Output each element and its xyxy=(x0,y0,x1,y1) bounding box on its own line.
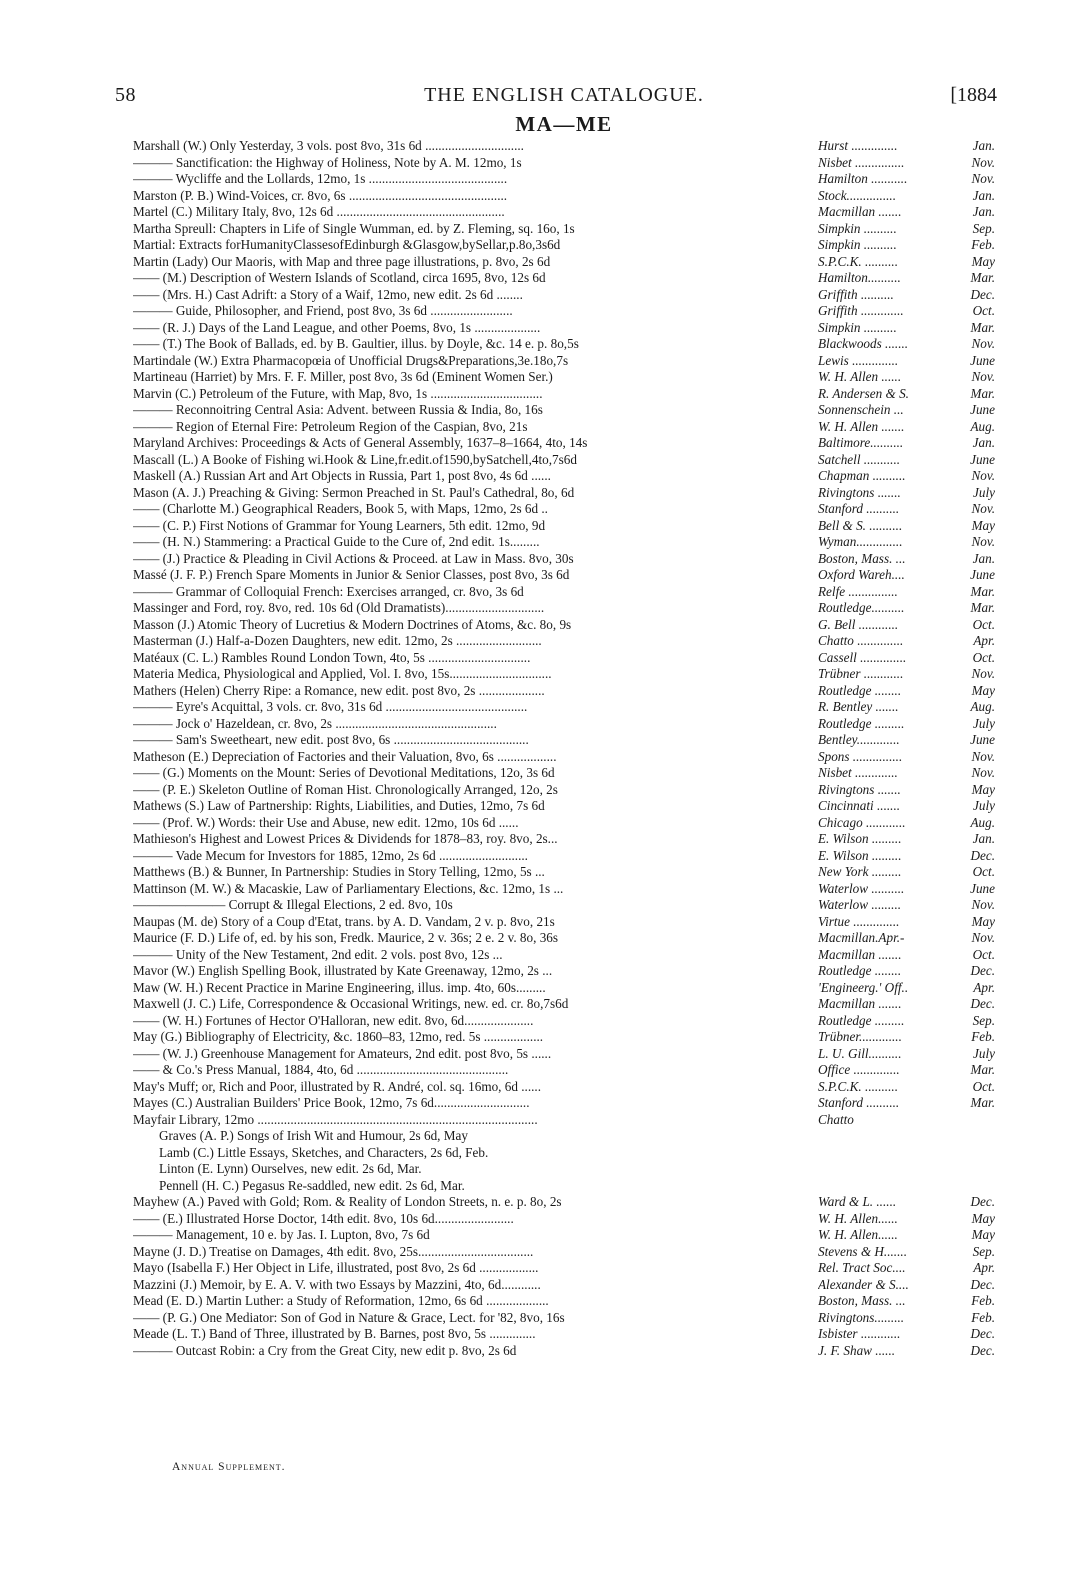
catalogue-entry xyxy=(133,435,995,452)
entry-publisher: Macmillan ....... xyxy=(818,996,902,1011)
entry-date: Dec. xyxy=(970,1276,995,1292)
catalogue-entry xyxy=(133,369,995,386)
catalogue-entry xyxy=(133,353,995,370)
entry-publisher: S.P.C.K. .......... xyxy=(818,1078,898,1094)
entry-description: Maw (W. H.) Recent Practice in Marine Engineering, illus. imp. 4to, 60s......... xyxy=(133,979,546,995)
entry-publisher: Hamilton.......... xyxy=(818,270,901,285)
entry-publisher: Hamilton ........... xyxy=(818,171,908,186)
entry-description: —— (C. P.) First Notions of Grammar for Young Learners, 5th edit. 12mo, 9d xyxy=(133,517,546,533)
entry-description: Martha Spreull: Chapters in Life of Single Wumman, ed. by Z. Fleming, sq. 16o, 1s xyxy=(133,220,575,236)
entry-date: Nov. xyxy=(971,666,995,681)
entry-publisher: Macmillan ....... xyxy=(818,204,902,219)
entry-date: Feb. xyxy=(971,237,995,252)
entry-description: ——————— Corrupt & Illegal Elections, 2 ed. 8vo, 10s xyxy=(133,897,453,912)
entry-date: May xyxy=(971,682,995,698)
entry-publisher: Office .............. xyxy=(818,1062,900,1077)
entry-publisher: Waterlow .......... xyxy=(818,880,905,896)
entry-publisher: Alexander & S.... xyxy=(818,1276,909,1292)
entry-description: Mattinson (M. W.) & Macaskie, Law of Parliamentary Elections, &c. 12mo, 1s ... xyxy=(133,880,564,896)
entry-description: Mathers (Helen) Cherry Ripe: a Romance, new edit. post 8vo, 2s .................... xyxy=(133,682,545,698)
entry-date: Nov. xyxy=(971,897,995,912)
entry-description: Maxwell (J. C.) Life, Correspondence & Occasional Writings, new. ed. cr. 8o,7s6d xyxy=(133,996,569,1011)
entry-description: —— (Mrs. H.) Cast Adrift: a Story of a Waif, 12mo, new edit. 2s 6d ........ xyxy=(133,286,523,302)
entry-date: May xyxy=(971,253,995,269)
catalogue-entry xyxy=(133,567,995,584)
entry-date: Nov. xyxy=(971,534,995,549)
entry-publisher: Cassell .............. xyxy=(818,649,907,665)
catalogue-entry xyxy=(133,881,995,898)
entry-publisher: Sonnenschein ... xyxy=(818,402,904,417)
entry-publisher: Routledge ......... xyxy=(818,1012,905,1028)
entry-publisher: S.P.C.K. .......... xyxy=(818,253,898,269)
entry-description: Massinger and Ford, roy. 8vo, red. 10s 6d (Old Dramatists).............................. xyxy=(133,600,545,615)
entry-publisher: G. Bell ............ xyxy=(818,616,899,632)
catalogue-entry xyxy=(133,996,995,1013)
entry-description: Maryland Archives: Proceedings & Acts of General Assembly, 1637–8–1664, 4to, 14s xyxy=(133,435,588,450)
catalogue-entry xyxy=(133,1326,995,1343)
catalogue-entry xyxy=(133,617,995,634)
entry-publisher: R. Andersen & S. xyxy=(818,385,909,401)
catalogue-entry xyxy=(133,254,995,271)
catalogue-entry xyxy=(133,1046,995,1063)
entry-date: Nov. xyxy=(971,468,995,483)
entry-date: Apr. xyxy=(973,979,995,995)
entry-publisher: Simpkin .......... xyxy=(818,220,897,236)
entry-description: —— (P. E.) Skeleton Outline of Roman Hist. Chronologically Arranged, 12o, 2s xyxy=(133,781,558,797)
entry-list xyxy=(133,138,995,1359)
entry-description: Mayfair Library, 12mo ..................................................................................... xyxy=(133,1111,538,1127)
entry-description: Mathieson's Highest and Lowest Prices & Dividends for 1878–83, roy. 8vo, 2s... xyxy=(133,831,558,846)
entry-publisher: Satchell ........... xyxy=(818,451,901,467)
entry-description: Pennell (H. C.) Pegasus Re-saddled, new edit. 2s 6d, Mar. xyxy=(159,1177,465,1193)
entry-publisher: Stock............... xyxy=(818,187,897,203)
entry-date: Jan. xyxy=(972,187,995,203)
entry-publisher: W. H. Allen...... xyxy=(818,1210,898,1226)
entry-date: Oct. xyxy=(972,946,995,962)
entry-publisher: Simpkin .......... xyxy=(818,237,897,252)
entry-description: Martineau (Harriet) by Mrs. F. F. Miller, post 8vo, 3s 6d (Eminent Women Ser.) xyxy=(133,369,553,384)
entry-date: Jan. xyxy=(972,138,995,153)
entry-description: —— (E.) Illustrated Horse Doctor, 14th edit. 8vo, 10s 6d........................ xyxy=(133,1210,514,1226)
entry-date: Mar. xyxy=(970,270,995,285)
entry-date: Nov. xyxy=(971,171,995,186)
entry-description: ——— Sam's Sweetheart, new edit. post 8vo, 6s ......................................... xyxy=(133,732,529,747)
catalogue-entry xyxy=(133,1112,995,1129)
entry-description: —— (R. J.) Days of the Land League, and other Poems, 8vo, 1s .................... xyxy=(133,319,541,335)
entry-date: Jan. xyxy=(972,435,995,450)
entry-date: Aug. xyxy=(970,418,995,434)
catalogue-entry xyxy=(133,864,995,881)
entry-date: Dec. xyxy=(970,996,995,1011)
entry-description: —— (G.) Moments on the Mount: Series of Devotional Meditations, 12o, 3s 6d xyxy=(133,765,555,780)
catalogue-entry xyxy=(133,831,995,848)
catalogue-entry xyxy=(133,584,995,601)
catalogue-entry xyxy=(133,699,995,716)
entry-publisher: Ward & L. ...... xyxy=(818,1194,897,1209)
catalogue-entry xyxy=(133,237,995,254)
catalogue-entry xyxy=(133,798,995,815)
entry-date: Oct. xyxy=(972,864,995,879)
catalogue-entry xyxy=(133,633,995,650)
entry-date: July xyxy=(973,1045,995,1061)
entry-date: June xyxy=(970,880,995,896)
entry-description: ——— Wycliffe and the Lollards, 12mo, 1s .......................................... xyxy=(133,171,508,186)
entry-publisher: Lewis .............. xyxy=(818,352,899,368)
catalogue-page xyxy=(115,82,997,1359)
entry-description: —— (Prof. W.) Words: their Use and Abuse, new edit. 12mo, 10s 6d ...... xyxy=(133,814,519,830)
catalogue-entry xyxy=(133,1178,995,1195)
entry-date: May xyxy=(971,913,995,929)
entry-description: Masson (J.) Atomic Theory of Lucretius & Modern Doctrines of Atoms, &c. 8o, 9s xyxy=(133,616,572,632)
entry-description: ——— Eyre's Acquittal, 3 vols. cr. 8vo, 31s 6d ........................................... xyxy=(133,699,528,714)
entry-description: Matthews (B.) & Bunner, In Partnership: Studies in Story Telling, 12mo, 5s ... xyxy=(133,864,545,879)
entry-description: Marvin (C.) Petroleum of the Future, with Map, 8vo, 1s .................................. xyxy=(133,385,543,401)
catalogue-entry xyxy=(133,287,995,304)
entry-publisher: Simpkin .......... xyxy=(818,319,897,335)
entry-date: June xyxy=(970,732,995,747)
entry-date: Nov. xyxy=(971,765,995,780)
entry-description: Masterman (J.) Half-a-Dozen Daughters, new edit. 12mo, 2s .......................... xyxy=(133,633,542,648)
entry-description: ——— Jock o' Hazeldean, cr. 8vo, 2s ................................................. xyxy=(133,715,497,731)
entry-publisher: W. H. Allen ...... xyxy=(818,369,902,384)
catalogue-entry xyxy=(133,1128,995,1145)
catalogue-entry xyxy=(133,980,995,997)
catalogue-entry xyxy=(133,534,995,551)
entry-description: Graves (A. P.) Songs of Irish Wit and Humour, 2s 6d, May xyxy=(159,1128,468,1143)
entry-publisher: Chapman .......... xyxy=(818,468,906,483)
entry-date: Nov. xyxy=(971,501,995,516)
entry-date: Nov. xyxy=(971,336,995,351)
entry-date: Dec. xyxy=(970,1194,995,1209)
entry-date: Mar. xyxy=(970,385,995,401)
entry-description: Martindale (W.) Extra Pharmacopœia of Unofficial Drugs&Preparations,3e.18o,7s xyxy=(133,352,569,368)
entry-description: ——— Grammar of Colloquial French: Exercises arranged, cr. 8vo, 3s 6d xyxy=(133,583,524,599)
entry-description: Marshall (W.) Only Yesterday, 3 vols. post 8vo, 31s 6d .............................. xyxy=(133,138,524,153)
catalogue-entry xyxy=(133,270,995,287)
catalogue-entry xyxy=(133,732,995,749)
catalogue-entry xyxy=(133,303,995,320)
entry-date: Mar. xyxy=(970,1062,995,1077)
entry-description: Massé (J. F. P.) French Spare Moments in Junior & Senior Classes, post 8vo, 3s 6d xyxy=(133,567,570,582)
entry-description: —— (M.) Description of Western Islands of Scotland, circa 1695, 8vo, 12s 6d xyxy=(133,270,546,285)
catalogue-entry xyxy=(133,468,995,485)
entry-date: Jan. xyxy=(972,204,995,219)
entry-description: Martin (Lady) Our Maoris, with Map and three page illustrations, p. 8vo, 2s 6d xyxy=(133,253,551,269)
entry-description: Linton (E. Lynn) Ourselves, new edit. 2s 6d, Mar. xyxy=(159,1161,422,1176)
catalogue-entry xyxy=(133,1277,995,1294)
entry-description: Mascall (L.) A Booke of Fishing wi.Hook & Line,fr.edit.of1590,bySatchell,4to,7s6d xyxy=(133,451,577,467)
entry-description: Mavor (W.) English Spelling Book, illustrated by Kate Greenaway, 12mo, 2s ... xyxy=(133,963,553,978)
entry-description: ——— Guide, Philosopher, and Friend, post 8vo, 3s 6d ......................... xyxy=(133,303,513,318)
entry-description: Mathews (S.) Law of Partnership: Rights, Liabilities, and Duties, 12mo, 7s 6d xyxy=(133,798,545,813)
entry-description: —— (P. G.) One Mediator: Son of God in Nature & Grace, Lect. for '82, 8vo, 16s xyxy=(133,1309,565,1325)
entry-date: Oct. xyxy=(972,1078,995,1094)
entry-publisher: Bentley............. xyxy=(818,732,900,747)
entry-date: Aug. xyxy=(970,699,995,714)
entry-date: Feb. xyxy=(971,1029,995,1044)
entry-date: Nov. xyxy=(971,154,995,170)
catalogue-entry xyxy=(133,765,995,782)
entry-description: Matéaux (C. L.) Rambles Round London Town, 4to, 5s ............................... xyxy=(133,649,531,665)
entry-date: June xyxy=(970,567,995,582)
entry-publisher: Trübner............. xyxy=(818,1029,902,1044)
entry-description: Maurice (F. D.) Life of, ed. by his son, Fredk. Maurice, 2 v. 36s; 2 e. 2 v. 8o, 36s xyxy=(133,930,559,945)
entry-date: Dec. xyxy=(970,1326,995,1341)
entry-publisher: Chatto .............. xyxy=(818,633,904,648)
entry-date: Jan. xyxy=(972,550,995,566)
entry-description: —— (T.) The Book of Ballads, ed. by B. Gaultier, illus. by Doyle, &c. 14 e. p. 8o,5s xyxy=(133,336,579,351)
entry-date: Dec. xyxy=(970,286,995,302)
entry-description: May (G.) Bibliography of Electricity, &c. 1860–83, 12mo, red. 5s .................. xyxy=(133,1029,544,1044)
entry-date: Sep. xyxy=(972,1012,995,1028)
catalogue-entry xyxy=(133,204,995,221)
entry-publisher: Stanford .......... xyxy=(818,501,900,516)
entry-publisher: Routledge ......... xyxy=(818,715,905,731)
catalogue-entry xyxy=(133,485,995,502)
entry-publisher: Nisbet ............... xyxy=(818,154,905,170)
entry-description: Mayes (C.) Australian Builders' Price Book, 12mo, 7s 6d............................. xyxy=(133,1095,530,1110)
entry-publisher: Rivingtons......... xyxy=(818,1309,905,1325)
entry-description: —— (W. H.) Fortunes of Hector O'Halloran, new edit. 8vo, 6d..................... xyxy=(133,1012,534,1028)
entry-date: Nov. xyxy=(971,369,995,384)
entry-publisher: J. F. Shaw ...... xyxy=(818,1342,896,1358)
entry-publisher: Cincinnati ....... xyxy=(818,798,901,813)
entry-publisher: Trübner ............ xyxy=(818,666,904,681)
entry-description: Mayhew (A.) Paved with Gold; Rom. & Reality of London Streets, n. e. p. 8o, 2s xyxy=(133,1194,562,1209)
entry-publisher: 'Engineerg.' Off.. xyxy=(818,979,909,995)
entry-date: June xyxy=(970,402,995,417)
catalogue-entry xyxy=(133,336,995,353)
entry-description: Mayne (J. D.) Treatise on Damages, 4th edit. 8vo, 25s................................... xyxy=(133,1243,534,1259)
entry-date: Mar. xyxy=(970,1095,995,1110)
entry-description: ——— Management, 10 e. by Jas. I. Lupton, 8vo, 7s 6d xyxy=(133,1227,430,1242)
entry-date: Mar. xyxy=(970,319,995,335)
entry-publisher: Griffith .......... xyxy=(818,286,894,302)
entry-description: —— (Charlotte M.) Geographical Readers, Book 5, with Maps, 12mo, 2s 6d .. xyxy=(133,501,548,516)
catalogue-entry xyxy=(133,1211,995,1228)
entry-publisher: Griffith ............. xyxy=(818,303,904,318)
catalogue-entry xyxy=(133,1310,995,1327)
entry-date: Oct. xyxy=(972,616,995,632)
entry-description: Martel (C.) Military Italy, 8vo, 12s 6d ................................................... xyxy=(133,204,505,219)
running-title: THE ENGLISH CATALOGUE. xyxy=(424,84,704,106)
entry-publisher: Waterlow ......... xyxy=(818,897,902,912)
catalogue-entry xyxy=(133,171,995,188)
catalogue-entry xyxy=(133,666,995,683)
entry-date: Nov. xyxy=(971,748,995,764)
entry-publisher: W. H. Allen...... xyxy=(818,1227,898,1242)
catalogue-entry xyxy=(133,1145,995,1162)
entry-date: Mar. xyxy=(970,583,995,599)
catalogue-entry xyxy=(133,815,995,832)
catalogue-entry xyxy=(133,1095,995,1112)
entry-description: ——— Region of Eternal Fire: Petroleum Region of the Caspian, 8vo, 21s xyxy=(133,418,528,434)
catalogue-entry xyxy=(133,386,995,403)
catalogue-entry xyxy=(133,138,995,155)
entry-publisher: Rel. Tract Soc.... xyxy=(818,1260,906,1275)
entry-description: Mazzini (J.) Memoir, by E. A. V. with two Essays by Mazzini, 4to, 6d............ xyxy=(133,1276,541,1292)
catalogue-entry xyxy=(133,1293,995,1310)
entry-publisher: E. Wilson ......... xyxy=(818,847,902,863)
entry-description: Materia Medica, Physiological and Applied, Vol. I. 8vo, 15s............................... xyxy=(133,666,552,681)
entry-description: May's Muff; or, Rich and Poor, illustrated by R. André, col. sq. 16mo, 6d ...... xyxy=(133,1078,542,1094)
entry-description: ——— Sanctification: the Highway of Holiness, Note by A. M. 12mo, 1s xyxy=(133,154,522,170)
entry-publisher: Routledge.......... xyxy=(818,600,905,615)
entry-date: May xyxy=(971,1227,995,1242)
entry-publisher: Boston, Mass. ... xyxy=(818,1293,906,1308)
entry-date: May xyxy=(971,1210,995,1226)
entry-publisher: Macmillan.Apr.- xyxy=(818,930,905,945)
catalogue-entry xyxy=(133,782,995,799)
entry-date: July xyxy=(973,715,995,731)
entry-publisher: Baltimore.......... xyxy=(818,435,904,450)
catalogue-entry xyxy=(133,155,995,172)
entry-date: Jan. xyxy=(972,831,995,846)
catalogue-entry xyxy=(133,1244,995,1261)
catalogue-entry xyxy=(133,221,995,238)
entry-publisher: Relfe ............... xyxy=(818,583,898,599)
catalogue-entry xyxy=(133,897,995,914)
catalogue-entry xyxy=(133,716,995,733)
entry-description: Mayo (Isabella F.) Her Object in Life, illustrated, post 8vo, 2s 6d .................. xyxy=(133,1260,539,1275)
catalogue-entry xyxy=(133,749,995,766)
entry-description: ——— Reconnoitring Central Asia: Advent. between Russia & India, 8o, 16s xyxy=(133,402,543,417)
entry-description: —— (J.) Practice & Pleading in Civil Actions & Proceed. at Law in Mass. 8vo, 30s xyxy=(133,550,574,566)
entry-publisher: Routledge ........ xyxy=(818,682,902,698)
entry-date: Aug. xyxy=(970,814,995,830)
entry-publisher: Boston, Mass. ... xyxy=(818,550,906,566)
entry-date: July xyxy=(973,484,995,500)
entry-publisher: Stevens & H....... xyxy=(818,1243,907,1259)
entry-publisher: Spons ............... xyxy=(818,748,903,764)
entry-description: ——— Vade Mecum for Investors for 1885, 12mo, 2s 6d ........................... xyxy=(133,847,528,863)
entry-publisher: Virtue .............. xyxy=(818,913,900,929)
entry-date: Dec. xyxy=(970,1342,995,1358)
entry-description: Martial: Extracts forHumanityClassesofEdinburgh &Glasgow,bySellar,p.8o,3s6d xyxy=(133,237,561,252)
catalogue-entry xyxy=(133,518,995,535)
entry-description: ——— Unity of the New Testament, 2nd edit. 2 vols. post 8vo, 12s ... xyxy=(133,946,503,962)
entry-publisher: E. Wilson ......... xyxy=(818,831,902,846)
entry-description: —— (W. J.) Greenhouse Management for Amateurs, 2nd edit. post 8vo, 5s ...... xyxy=(133,1045,552,1061)
entry-date: Feb. xyxy=(971,1293,995,1308)
entry-publisher: Nisbet ............. xyxy=(818,765,898,780)
entry-date: Sep. xyxy=(972,1243,995,1259)
entry-date: July xyxy=(973,798,995,813)
entry-description: Matheson (E.) Depreciation of Factories and their Valuation, 8vo, 6s .................. xyxy=(133,748,557,764)
entry-date: June xyxy=(970,352,995,368)
entry-date: Mar. xyxy=(970,600,995,615)
entry-publisher: R. Bentley ....... xyxy=(818,699,899,714)
entry-date: June xyxy=(970,451,995,467)
entry-publisher: W. H. Allen ....... xyxy=(818,418,905,434)
entry-publisher: Rivingtons ....... xyxy=(818,484,901,500)
catalogue-entry xyxy=(133,1227,995,1244)
entry-date: Dec. xyxy=(970,847,995,863)
catalogue-entry xyxy=(133,1062,995,1079)
entry-publisher: Chicago ............ xyxy=(818,814,906,830)
catalogue-entry xyxy=(133,452,995,469)
catalogue-entry xyxy=(133,848,995,865)
entry-publisher: Bell & S. .......... xyxy=(818,517,903,533)
catalogue-entry xyxy=(133,947,995,964)
entry-date: Apr. xyxy=(973,633,995,648)
catalogue-entry xyxy=(133,1029,995,1046)
entry-date: Nov. xyxy=(971,930,995,945)
entry-description: Maskell (A.) Russian Art and Art Objects in Russia, Part 1, post 8vo, 4s 6d ...... xyxy=(133,468,551,483)
catalogue-entry xyxy=(133,683,995,700)
entry-publisher: New York ......... xyxy=(818,864,902,879)
entry-publisher: Hurst .............. xyxy=(818,138,898,153)
catalogue-entry xyxy=(133,650,995,667)
entry-date: Oct. xyxy=(972,649,995,665)
catalogue-entry xyxy=(133,930,995,947)
catalogue-entry xyxy=(133,1013,995,1030)
entry-date: Oct. xyxy=(972,303,995,318)
entry-date: Sep. xyxy=(972,220,995,236)
entry-date: May xyxy=(971,781,995,797)
entry-publisher: Routledge ........ xyxy=(818,963,902,978)
catalogue-entry xyxy=(133,188,995,205)
entry-description: Meade (L. T.) Band of Three, illustrated by B. Barnes, post 8vo, 5s .............. xyxy=(133,1326,536,1341)
entry-publisher: Chatto xyxy=(818,1111,854,1127)
catalogue-entry xyxy=(133,1343,995,1360)
entry-date: Apr. xyxy=(973,1260,995,1275)
catalogue-entry xyxy=(133,914,995,931)
entry-publisher: Oxford Wareh.... xyxy=(818,567,905,582)
catalogue-entry xyxy=(133,1161,995,1178)
section-title: MA—ME xyxy=(515,112,613,136)
catalogue-entry xyxy=(133,963,995,980)
page-number: 58 xyxy=(115,84,136,106)
entry-publisher: Macmillan ....... xyxy=(818,946,902,962)
catalogue-entry xyxy=(133,501,995,518)
catalogue-entry xyxy=(133,419,995,436)
page-header xyxy=(115,82,997,112)
entry-date: Feb. xyxy=(971,1309,995,1325)
entry-publisher: Rivingtons ....... xyxy=(818,781,901,797)
catalogue-entry xyxy=(133,320,995,337)
catalogue-entry xyxy=(133,600,995,617)
entry-description: Marston (P. B.) Wind-Voices, cr. 8vo, 6s ................................................ xyxy=(133,187,508,203)
footer-signature: Annual Supplement. xyxy=(172,1461,286,1473)
entry-description: Mead (E. D.) Martin Luther: a Study of Reformation, 12mo, 6s 6d ................... xyxy=(133,1293,549,1308)
year-marker: [1884 xyxy=(950,84,997,106)
entry-description: ——— Outcast Robin: a Cry from the Great City, new edit p. 8vo, 2s 6d xyxy=(133,1342,517,1358)
entry-description: Maupas (M. de) Story of a Coup d'Etat, trans. by A. D. Vandam, 2 v. p. 8vo, 21s xyxy=(133,913,555,929)
entry-description: Lamb (C.) Little Essays, Sketches, and Characters, 2s 6d, Feb. xyxy=(159,1144,489,1160)
entry-publisher: L. U. Gill.......... xyxy=(818,1045,902,1061)
entry-description: —— (H. N.) Stammering: a Practical Guide to the Cure of, 2nd edit. 1s......... xyxy=(133,534,540,549)
catalogue-entry xyxy=(133,1260,995,1277)
entry-description: —— & Co.'s Press Manual, 1884, 4to, 6d .............................................. xyxy=(133,1062,509,1077)
catalogue-entry xyxy=(133,551,995,568)
catalogue-entry xyxy=(133,402,995,419)
entry-publisher: Wyman.............. xyxy=(818,534,903,549)
catalogue-entry xyxy=(133,1194,995,1211)
entry-publisher: Blackwoods ....... xyxy=(818,336,909,351)
entry-publisher: Stanford .......... xyxy=(818,1095,900,1110)
entry-date: May xyxy=(971,517,995,533)
entry-publisher: Isbister ............ xyxy=(818,1326,901,1341)
catalogue-entry xyxy=(133,1079,995,1096)
entry-description: Mason (A. J.) Preaching & Giving: Sermon Preached in St. Paul's Cathedral, 8o, 6d xyxy=(133,484,575,500)
entry-date: Dec. xyxy=(970,963,995,978)
